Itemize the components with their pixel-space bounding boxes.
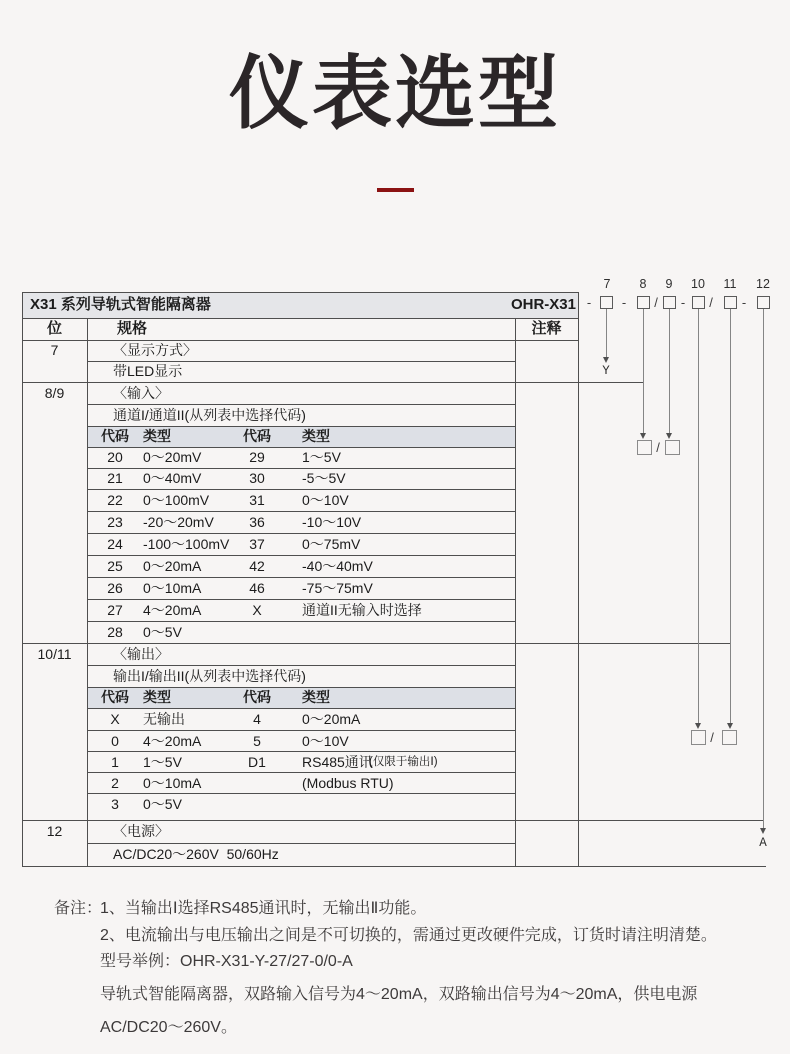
title-accent-dash (377, 188, 414, 192)
type-header: 类型 (302, 689, 330, 705)
type-cell: 0～20mA (143, 558, 202, 574)
spec-display-mode-title: 〈显示方式〉 (113, 342, 197, 358)
leader-line-9 (669, 309, 670, 434)
type-cell: 0～10V (302, 733, 349, 749)
type-header: 类型 (143, 428, 171, 444)
col-divider-note (515, 318, 516, 866)
input-row (87, 534, 515, 555)
code-cell: X (110, 711, 120, 727)
code-cell: 23 (107, 514, 123, 530)
type-cell: 0～10V (302, 492, 349, 508)
code-cell: 25 (107, 558, 123, 574)
type-header: 类型 (302, 428, 330, 444)
arrow-down-11 (727, 723, 733, 729)
type-cell: -40～40mV (302, 558, 373, 574)
note-line-1: 1、当输出Ⅰ选择RS485通讯时，无输出Ⅱ功能。 (100, 900, 427, 917)
modbus-note: (Modbus RTU) (302, 775, 394, 791)
arrow-down-10 (695, 723, 701, 729)
code-cell: 2 (111, 775, 119, 791)
code-box-8 (637, 296, 650, 309)
type-cell: 4～20mA (143, 602, 202, 618)
type-cell: -75～75mV (302, 580, 373, 596)
spec-input-subtitle: 通道I/通道II(从列表中选择代码) (113, 407, 306, 423)
table-border-left (22, 292, 23, 866)
note-line-4: 导轨式智能隔离器，双路输入信号为4～20mA，双路输出信号为4～20mA，供电电源 (100, 986, 698, 1003)
code-header: 代码 (101, 428, 129, 444)
model-separator: - (621, 295, 627, 310)
code-cell: 5 (253, 733, 261, 749)
output-row (87, 794, 515, 815)
output-pair-box-1 (691, 730, 706, 745)
type-cell: 无输出 (143, 711, 185, 727)
spec-output-title: 〈输出〉 (113, 646, 169, 662)
code-box-9 (663, 296, 676, 309)
type-cell: 1～5V (302, 449, 341, 465)
code-cell: 26 (107, 580, 123, 596)
type-cell: 0～100mV (143, 492, 210, 508)
model-separator: / (709, 295, 713, 310)
input-code-header-row (87, 426, 515, 447)
code-header: 代码 (243, 428, 271, 444)
spec-power-title: 〈电源〉 (113, 823, 169, 839)
note-line-5: AC/DC20～260V。 (100, 1019, 237, 1036)
code-box-7 (600, 296, 613, 309)
input-row (87, 578, 515, 599)
type-cell: 4～20mA (143, 733, 202, 749)
type-cell: -100～100mV (143, 536, 230, 552)
table-border-bottom (22, 866, 766, 867)
code-cell: 46 (249, 580, 265, 596)
header-spec: 规格 (117, 320, 148, 337)
code-cell: 37 (249, 536, 265, 552)
code-cell: X (252, 602, 262, 618)
type-cell: 1～5V (143, 754, 182, 770)
input-pair-box-1 (637, 440, 652, 455)
code-box-12 (757, 296, 770, 309)
input-row (87, 556, 515, 577)
input-row (87, 512, 515, 533)
arrow-down-12 (760, 828, 766, 834)
type-cell: 0～5V (143, 796, 182, 812)
pos-cell-7: 7 (50, 342, 59, 358)
output-row (87, 773, 515, 794)
series-title: X31 系列导轨式智能隔离器 (30, 296, 211, 313)
pos-cell-12: 12 (46, 823, 63, 839)
code-cell: 4 (253, 711, 261, 727)
leader-line-8 (643, 309, 644, 434)
leader-line-7 (606, 309, 607, 358)
pos-cell-1011: 10/11 (37, 646, 72, 662)
type-cell: 0～20mA (302, 711, 361, 727)
type-cell: 0～10mA (143, 580, 202, 596)
output-pair-box-2 (722, 730, 737, 745)
code-header: 代码 (101, 689, 129, 705)
type-cell: -20～20mV (143, 514, 214, 530)
code-cell: 20 (107, 449, 123, 465)
type-cell: 0～10mA (143, 775, 202, 791)
type-cell: 0～5V (143, 624, 182, 640)
type-cell: -10～10V (302, 514, 362, 530)
code-cell: 28 (107, 624, 123, 640)
digit-label-7: 7 (603, 277, 611, 291)
digit-label-11: 11 (723, 277, 737, 291)
spec-power-value: AC/DC20～260V 50/60Hz (113, 846, 279, 862)
code-cell: 1 (111, 754, 119, 770)
type-cell: 0～75mV (302, 536, 361, 552)
code-cell: 30 (249, 470, 265, 486)
model-separator: - (741, 295, 747, 310)
code-cell: 29 (249, 449, 265, 465)
input-row (87, 468, 515, 489)
display-code-label: Y (602, 364, 610, 378)
code-box-11 (724, 296, 737, 309)
type-cell: 0～40mV (143, 470, 202, 486)
digit-label-8: 8 (639, 277, 647, 291)
arrow-down-8 (640, 433, 646, 439)
model-separator: - (586, 295, 592, 310)
note-line-2: 2、电流输出与电压输出之间是不可切换的，需通过更改硬件完成，订货时请注明清楚。 (100, 927, 717, 944)
code-cell: D1 (248, 754, 266, 770)
pair-slash: / (656, 440, 660, 455)
output-row (87, 731, 515, 752)
input-row (87, 490, 515, 511)
model-prefix: OHR-X31 (510, 296, 576, 313)
row-line (22, 318, 578, 319)
input-row (87, 622, 515, 643)
note-line-3: 型号举例：OHR-X31-Y-27/27-0/0-A (100, 953, 353, 970)
model-separator: / (654, 295, 658, 310)
code-cell: 3 (111, 796, 119, 812)
code-cell: 42 (249, 558, 265, 574)
output-row (87, 709, 515, 730)
input-row (87, 600, 515, 621)
code-cell: 21 (107, 470, 123, 486)
code-cell: 36 (249, 514, 265, 530)
code-cell: 24 (107, 536, 123, 552)
output-code-header-row (87, 687, 515, 708)
spec-display-mode-value: 带LED显示 (113, 363, 183, 379)
type-cell: -5～5V (302, 470, 346, 486)
header-pos: 位 (46, 320, 62, 337)
header-note: 注释 (531, 320, 562, 337)
type-cell: 0～20mV (143, 449, 202, 465)
notes-label: 备注： (54, 900, 103, 917)
code-cell: 31 (249, 492, 265, 508)
arrow-down-7 (603, 357, 609, 363)
digit-label-10: 10 (691, 277, 705, 291)
spec-output-subtitle: 输出I/输出II(从列表中选择代码) (113, 668, 306, 684)
table-border-right (578, 292, 579, 866)
code-box-10 (692, 296, 705, 309)
arrow-down-9 (666, 433, 672, 439)
pair-slash: / (710, 730, 714, 745)
code-cell: 22 (107, 492, 123, 508)
leader-line-11 (730, 309, 731, 724)
leader-line-12 (763, 309, 764, 829)
type-header: 类型 (143, 689, 171, 705)
rs485-limit-note: (仅限于输出Ⅰ) (369, 756, 438, 768)
spec-input-title: 〈输入〉 (113, 385, 169, 401)
input-pair-box-2 (665, 440, 680, 455)
pos-cell-89: 8/9 (44, 385, 65, 401)
leader-line-10 (698, 309, 699, 724)
type-cell: RS485通讯 (302, 754, 373, 770)
row-line (22, 340, 578, 341)
digit-label-9: 9 (665, 277, 673, 291)
code-header: 代码 (243, 689, 271, 705)
code-cell: 0 (111, 733, 119, 749)
input-row (87, 447, 515, 468)
power-code-label: A (759, 836, 767, 850)
model-separator: - (680, 295, 686, 310)
digit-label-12: 12 (756, 277, 770, 291)
code-cell: 27 (107, 602, 123, 618)
output-row (87, 752, 515, 773)
page-title: 仪表选型 (229, 49, 561, 138)
type-cell: 通道II无输入时选择 (302, 602, 422, 618)
